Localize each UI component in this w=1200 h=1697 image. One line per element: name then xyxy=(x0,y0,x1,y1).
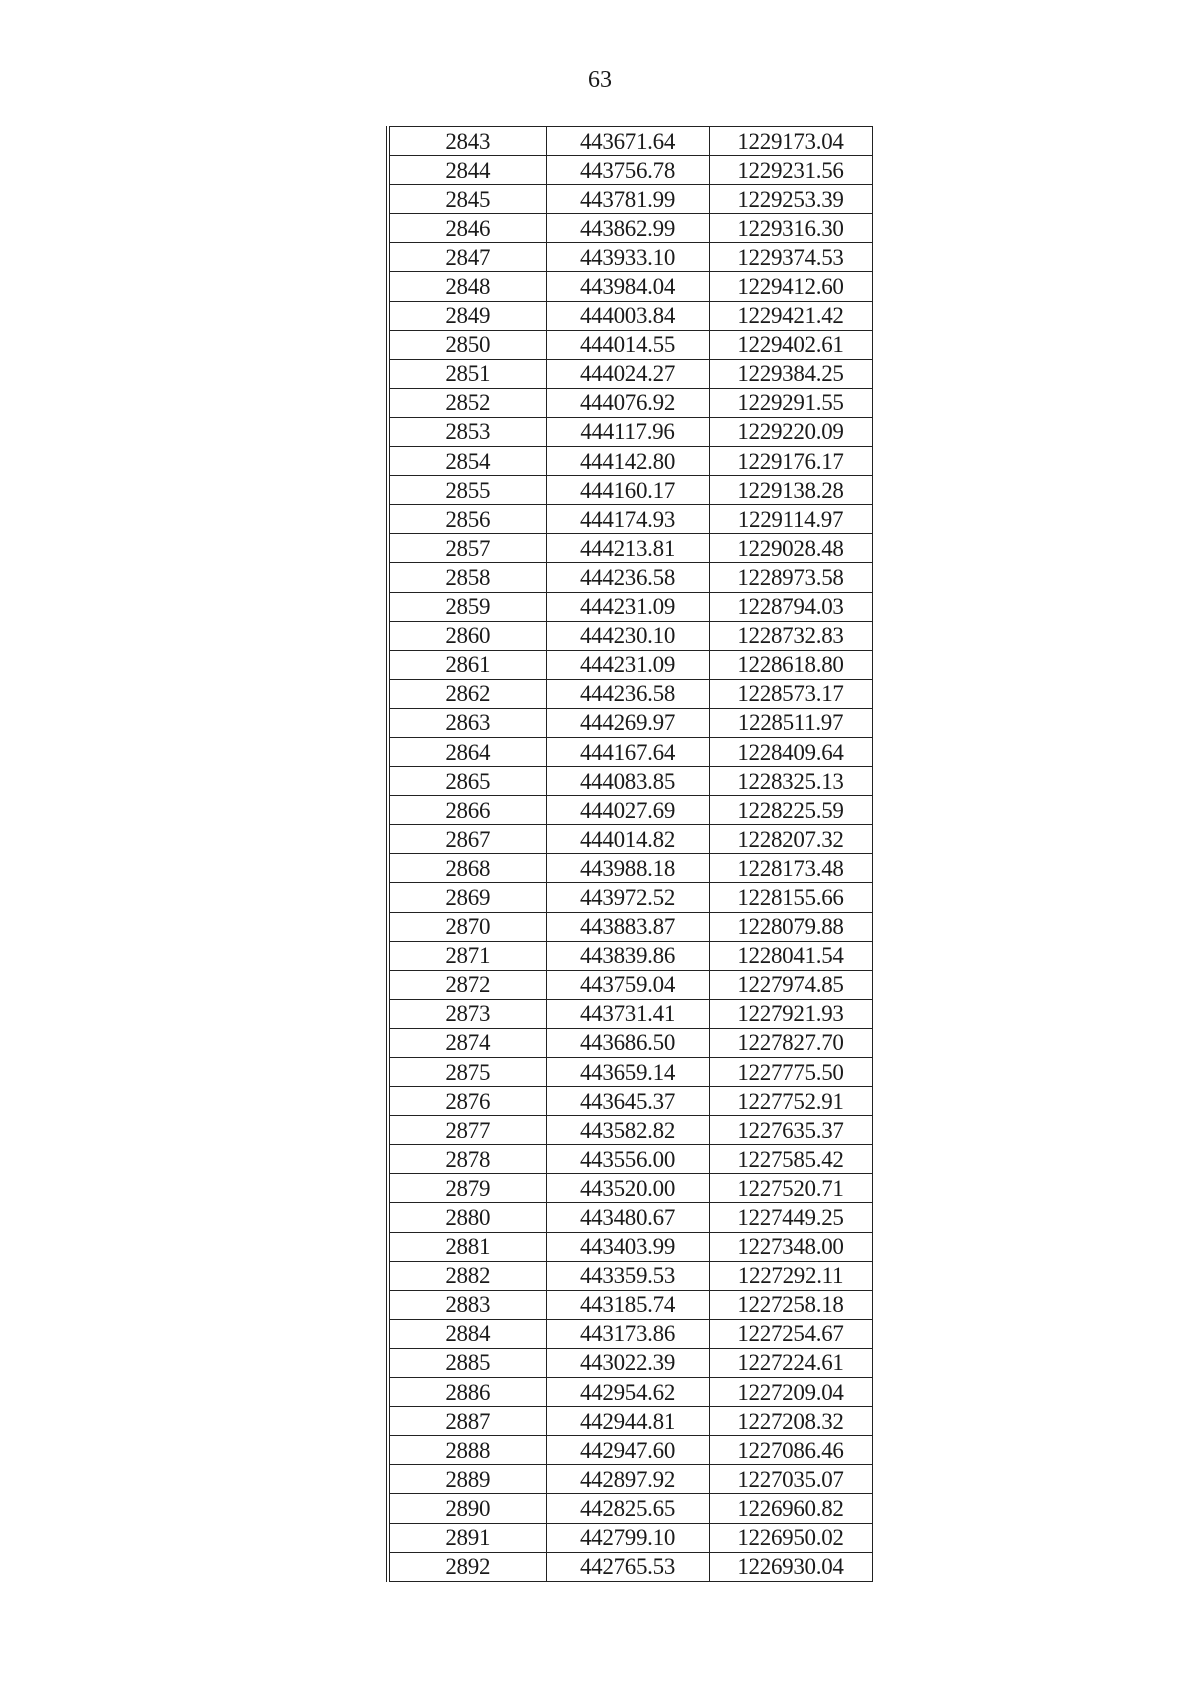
point-number-cell: 2881 xyxy=(388,1232,546,1261)
point-number-cell: 2855 xyxy=(388,476,546,505)
y-coordinate-cell: 1226930.04 xyxy=(709,1552,872,1581)
x-coordinate-cell: 443756.78 xyxy=(546,156,709,185)
point-number-cell: 2862 xyxy=(388,679,546,708)
y-coordinate-cell: 1229374.53 xyxy=(709,243,872,272)
point-number-cell: 2868 xyxy=(388,854,546,883)
y-coordinate-cell: 1227258.18 xyxy=(709,1290,872,1319)
x-coordinate-cell: 443759.04 xyxy=(546,970,709,999)
y-coordinate-cell: 1227520.71 xyxy=(709,1174,872,1203)
y-coordinate-cell: 1227348.00 xyxy=(709,1232,872,1261)
point-number-cell: 2877 xyxy=(388,1116,546,1145)
x-coordinate-cell: 444027.69 xyxy=(546,796,709,825)
point-number-cell: 2849 xyxy=(388,301,546,330)
y-coordinate-cell: 1228732.83 xyxy=(709,621,872,650)
x-coordinate-cell: 443403.99 xyxy=(546,1232,709,1261)
x-coordinate-cell: 443671.64 xyxy=(546,127,709,156)
y-coordinate-cell: 1227974.85 xyxy=(709,970,872,999)
point-number-cell: 2880 xyxy=(388,1203,546,1232)
table-row xyxy=(388,796,872,825)
table-row xyxy=(388,1261,872,1290)
point-number-cell: 2872 xyxy=(388,970,546,999)
x-coordinate-cell: 444230.10 xyxy=(546,621,709,650)
point-number-cell: 2882 xyxy=(388,1261,546,1290)
point-number-cell: 2873 xyxy=(388,999,546,1028)
table-row xyxy=(388,1058,872,1087)
point-number-cell: 2864 xyxy=(388,737,546,766)
point-number-cell: 2857 xyxy=(388,534,546,563)
table-row xyxy=(388,650,872,679)
x-coordinate-cell: 443984.04 xyxy=(546,272,709,301)
y-coordinate-cell: 1229421.42 xyxy=(709,301,872,330)
x-coordinate-cell: 443359.53 xyxy=(546,1261,709,1290)
point-number-cell: 2891 xyxy=(388,1523,546,1552)
table-row xyxy=(388,563,872,592)
table-row xyxy=(388,447,872,476)
point-number-cell: 2850 xyxy=(388,330,546,359)
x-coordinate-cell: 443781.99 xyxy=(546,185,709,214)
x-coordinate-cell: 442825.65 xyxy=(546,1494,709,1523)
table-row xyxy=(388,214,872,243)
table-row xyxy=(388,1523,872,1552)
x-coordinate-cell: 443022.39 xyxy=(546,1348,709,1377)
table-row xyxy=(388,1290,872,1319)
table-row xyxy=(388,1203,872,1232)
table-row xyxy=(388,621,872,650)
x-coordinate-cell: 444213.81 xyxy=(546,534,709,563)
x-coordinate-cell: 444003.84 xyxy=(546,301,709,330)
x-coordinate-cell: 442947.60 xyxy=(546,1436,709,1465)
point-number-cell: 2887 xyxy=(388,1407,546,1436)
point-number-cell: 2885 xyxy=(388,1348,546,1377)
x-coordinate-cell: 444269.97 xyxy=(546,708,709,737)
x-coordinate-cell: 442897.92 xyxy=(546,1465,709,1494)
point-number-cell: 2866 xyxy=(388,796,546,825)
table-row xyxy=(388,476,872,505)
x-coordinate-cell: 443731.41 xyxy=(546,999,709,1028)
table-row xyxy=(388,1378,872,1407)
point-number-cell: 2890 xyxy=(388,1494,546,1523)
table-row xyxy=(388,1116,872,1145)
y-coordinate-cell: 1229176.17 xyxy=(709,447,872,476)
point-number-cell: 2874 xyxy=(388,1028,546,1057)
x-coordinate-cell: 443933.10 xyxy=(546,243,709,272)
y-coordinate-cell: 1228079.88 xyxy=(709,912,872,941)
table-row xyxy=(388,941,872,970)
x-coordinate-cell: 444236.58 xyxy=(546,679,709,708)
point-number-cell: 2844 xyxy=(388,156,546,185)
y-coordinate-cell: 1228618.80 xyxy=(709,650,872,679)
point-number-cell: 2848 xyxy=(388,272,546,301)
point-number-cell: 2851 xyxy=(388,359,546,388)
y-coordinate-cell: 1227035.07 xyxy=(709,1465,872,1494)
table-row xyxy=(388,185,872,214)
point-number-cell: 2888 xyxy=(388,1436,546,1465)
table-row xyxy=(388,592,872,621)
table-row xyxy=(388,1436,872,1465)
point-number-cell: 2858 xyxy=(388,563,546,592)
x-coordinate-cell: 443520.00 xyxy=(546,1174,709,1203)
y-coordinate-cell: 1226950.02 xyxy=(709,1523,872,1552)
point-number-cell: 2847 xyxy=(388,243,546,272)
table-row xyxy=(388,301,872,330)
x-coordinate-cell: 444160.17 xyxy=(546,476,709,505)
table-row xyxy=(388,825,872,854)
table-row xyxy=(388,970,872,999)
x-coordinate-cell: 443480.67 xyxy=(546,1203,709,1232)
table-row xyxy=(388,330,872,359)
point-number-cell: 2860 xyxy=(388,621,546,650)
table-row xyxy=(388,272,872,301)
point-number-cell: 2878 xyxy=(388,1145,546,1174)
x-coordinate-cell: 443686.50 xyxy=(546,1028,709,1057)
y-coordinate-cell: 1227224.61 xyxy=(709,1348,872,1377)
table-row xyxy=(388,1232,872,1261)
table-row xyxy=(388,999,872,1028)
table-row xyxy=(388,1407,872,1436)
x-coordinate-cell: 444231.09 xyxy=(546,650,709,679)
y-coordinate-cell: 1229114.97 xyxy=(709,505,872,534)
x-coordinate-cell: 443862.99 xyxy=(546,214,709,243)
table-row xyxy=(388,1552,872,1581)
point-number-cell: 2853 xyxy=(388,417,546,446)
y-coordinate-cell: 1229384.25 xyxy=(709,359,872,388)
table-row xyxy=(388,359,872,388)
table-row xyxy=(388,388,872,417)
x-coordinate-cell: 444167.64 xyxy=(546,737,709,766)
y-coordinate-cell: 1227752.91 xyxy=(709,1087,872,1116)
y-coordinate-cell: 1226960.82 xyxy=(709,1494,872,1523)
x-coordinate-cell: 443173.86 xyxy=(546,1319,709,1348)
coordinates-table-body xyxy=(388,127,872,1582)
y-coordinate-cell: 1228973.58 xyxy=(709,563,872,592)
point-number-cell: 2879 xyxy=(388,1174,546,1203)
y-coordinate-cell: 1228173.48 xyxy=(709,854,872,883)
y-coordinate-cell: 1228325.13 xyxy=(709,767,872,796)
point-number-cell: 2875 xyxy=(388,1058,546,1087)
x-coordinate-cell: 442944.81 xyxy=(546,1407,709,1436)
y-coordinate-cell: 1229253.39 xyxy=(709,185,872,214)
y-coordinate-cell: 1229402.61 xyxy=(709,330,872,359)
y-coordinate-cell: 1229291.55 xyxy=(709,388,872,417)
coordinates-table xyxy=(386,126,873,1582)
x-coordinate-cell: 444014.82 xyxy=(546,825,709,854)
point-number-cell: 2892 xyxy=(388,1552,546,1581)
y-coordinate-cell: 1227086.46 xyxy=(709,1436,872,1465)
y-coordinate-cell: 1228155.66 xyxy=(709,883,872,912)
table-row xyxy=(388,1348,872,1377)
x-coordinate-cell: 444117.96 xyxy=(546,417,709,446)
x-coordinate-cell: 443839.86 xyxy=(546,941,709,970)
table-row xyxy=(388,1465,872,1494)
table-row xyxy=(388,854,872,883)
point-number-cell: 2859 xyxy=(388,592,546,621)
y-coordinate-cell: 1229220.09 xyxy=(709,417,872,446)
point-number-cell: 2871 xyxy=(388,941,546,970)
y-coordinate-cell: 1227209.04 xyxy=(709,1378,872,1407)
y-coordinate-cell: 1229173.04 xyxy=(709,127,872,156)
x-coordinate-cell: 443883.87 xyxy=(546,912,709,941)
point-number-cell: 2863 xyxy=(388,708,546,737)
y-coordinate-cell: 1229316.30 xyxy=(709,214,872,243)
point-number-cell: 2889 xyxy=(388,1465,546,1494)
y-coordinate-cell: 1227449.25 xyxy=(709,1203,872,1232)
table-row xyxy=(388,156,872,185)
x-coordinate-cell: 443556.00 xyxy=(546,1145,709,1174)
x-coordinate-cell: 444142.80 xyxy=(546,447,709,476)
x-coordinate-cell: 443185.74 xyxy=(546,1290,709,1319)
y-coordinate-cell: 1228794.03 xyxy=(709,592,872,621)
point-number-cell: 2867 xyxy=(388,825,546,854)
x-coordinate-cell: 444024.27 xyxy=(546,359,709,388)
x-coordinate-cell: 444174.93 xyxy=(546,505,709,534)
y-coordinate-cell: 1229028.48 xyxy=(709,534,872,563)
y-coordinate-cell: 1227585.42 xyxy=(709,1145,872,1174)
x-coordinate-cell: 444014.55 xyxy=(546,330,709,359)
table-row xyxy=(388,243,872,272)
y-coordinate-cell: 1229231.56 xyxy=(709,156,872,185)
table-row xyxy=(388,883,872,912)
y-coordinate-cell: 1227827.70 xyxy=(709,1028,872,1057)
x-coordinate-cell: 442799.10 xyxy=(546,1523,709,1552)
y-coordinate-cell: 1227775.50 xyxy=(709,1058,872,1087)
table-row xyxy=(388,1174,872,1203)
y-coordinate-cell: 1229412.60 xyxy=(709,272,872,301)
table-row xyxy=(388,1028,872,1057)
table-row xyxy=(388,708,872,737)
point-number-cell: 2843 xyxy=(388,127,546,156)
x-coordinate-cell: 443972.52 xyxy=(546,883,709,912)
x-coordinate-cell: 443645.37 xyxy=(546,1087,709,1116)
point-number-cell: 2861 xyxy=(388,650,546,679)
point-number-cell: 2883 xyxy=(388,1290,546,1319)
x-coordinate-cell: 444083.85 xyxy=(546,767,709,796)
x-coordinate-cell: 442765.53 xyxy=(546,1552,709,1581)
point-number-cell: 2854 xyxy=(388,447,546,476)
point-number-cell: 2870 xyxy=(388,912,546,941)
point-number-cell: 2869 xyxy=(388,883,546,912)
y-coordinate-cell: 1228207.32 xyxy=(709,825,872,854)
table-row xyxy=(388,505,872,534)
point-number-cell: 2845 xyxy=(388,185,546,214)
y-coordinate-cell: 1229138.28 xyxy=(709,476,872,505)
x-coordinate-cell: 444231.09 xyxy=(546,592,709,621)
table-row xyxy=(388,912,872,941)
x-coordinate-cell: 443582.82 xyxy=(546,1116,709,1145)
y-coordinate-cell: 1227921.93 xyxy=(709,999,872,1028)
table-row xyxy=(388,417,872,446)
table-row xyxy=(388,767,872,796)
table-row xyxy=(388,1319,872,1348)
y-coordinate-cell: 1227254.67 xyxy=(709,1319,872,1348)
x-coordinate-cell: 444076.92 xyxy=(546,388,709,417)
y-coordinate-cell: 1228225.59 xyxy=(709,796,872,825)
y-coordinate-cell: 1227208.32 xyxy=(709,1407,872,1436)
table-row xyxy=(388,1087,872,1116)
point-number-cell: 2884 xyxy=(388,1319,546,1348)
x-coordinate-cell: 443988.18 xyxy=(546,854,709,883)
y-coordinate-cell: 1228409.64 xyxy=(709,737,872,766)
table-row xyxy=(388,737,872,766)
table-row xyxy=(388,1494,872,1523)
y-coordinate-cell: 1228573.17 xyxy=(709,679,872,708)
x-coordinate-cell: 443659.14 xyxy=(546,1058,709,1087)
table-row xyxy=(388,1145,872,1174)
table-row xyxy=(388,127,872,156)
point-number-cell: 2876 xyxy=(388,1087,546,1116)
point-number-cell: 2865 xyxy=(388,767,546,796)
table-row xyxy=(388,679,872,708)
point-number-cell: 2846 xyxy=(388,214,546,243)
point-number-cell: 2852 xyxy=(388,388,546,417)
y-coordinate-cell: 1227635.37 xyxy=(709,1116,872,1145)
x-coordinate-cell: 442954.62 xyxy=(546,1378,709,1407)
point-number-cell: 2886 xyxy=(388,1378,546,1407)
x-coordinate-cell: 444236.58 xyxy=(546,563,709,592)
y-coordinate-cell: 1227292.11 xyxy=(709,1261,872,1290)
point-number-cell: 2856 xyxy=(388,505,546,534)
table-row xyxy=(388,534,872,563)
y-coordinate-cell: 1228511.97 xyxy=(709,708,872,737)
y-coordinate-cell: 1228041.54 xyxy=(709,941,872,970)
page-number: 63 xyxy=(588,67,612,93)
